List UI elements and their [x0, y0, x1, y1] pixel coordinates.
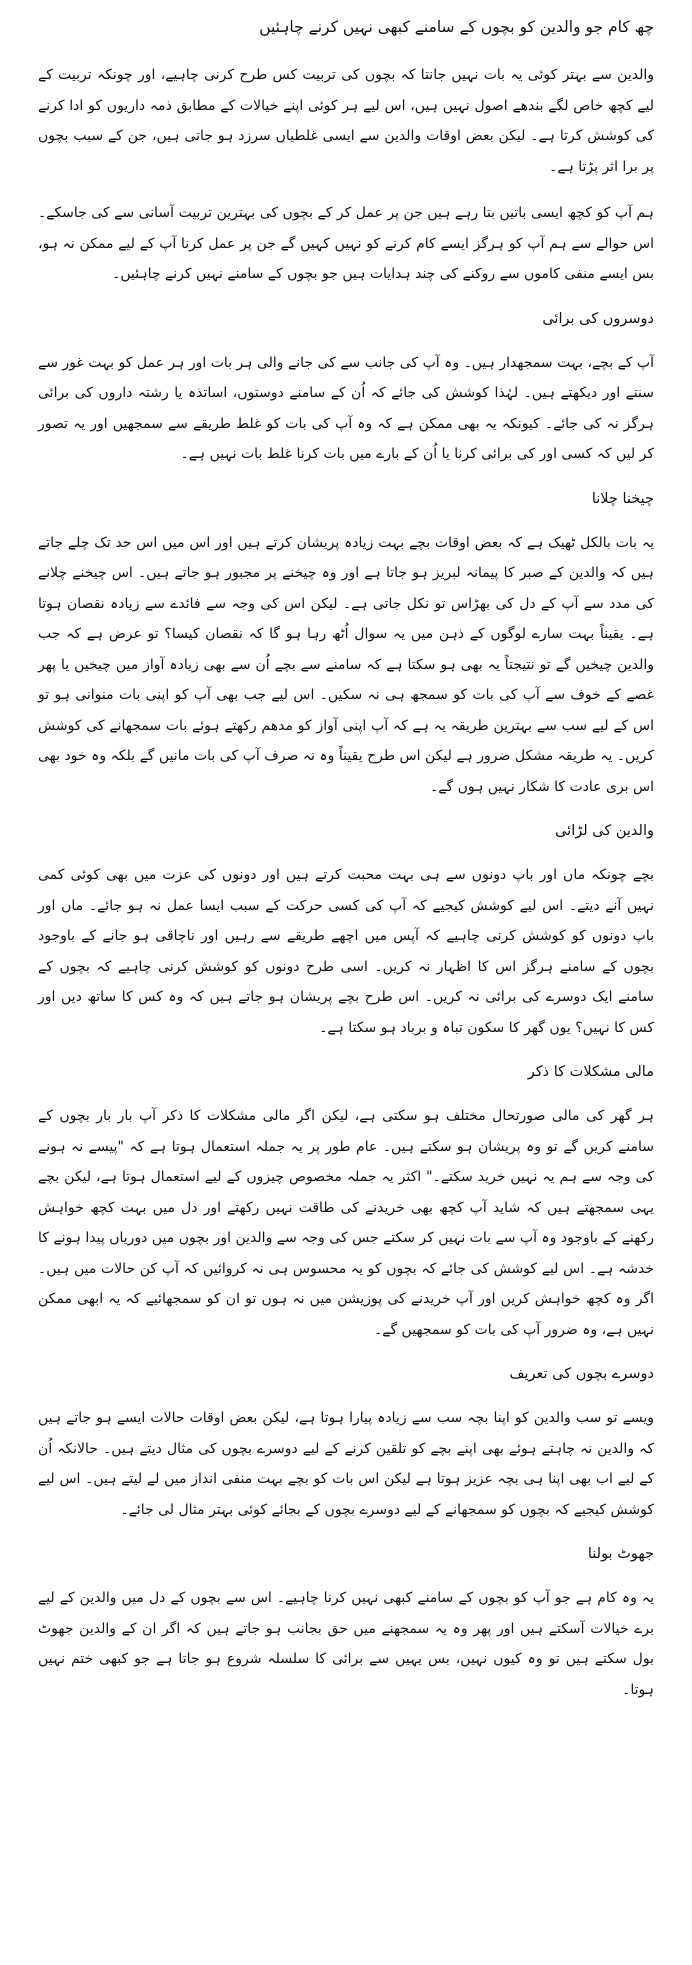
- section-paragraph: بچے چونکہ ماں اور باپ دونوں سے ہی بہت محبت کرتے ہیں اور دونوں کی عزت میں بھی کوئی کمی نہیں آنے دیتے۔ اس لیے کوشش کیجیے کہ آپ کی کسی حرکت کے سبب ایسا عمل نہ ہو جائے۔ ماں اور باپ دونوں کو کوشش کرنی چاہیے کہ آپس میں اچھے طریقے سے رہیں اور ناچاقی ہو جانے کے باوجود بچوں کے سامنے ہرگز اس کا اظہار نہ کریں۔ اسی طرح دونوں کو کوشش کرنی چاہیے کہ بچوں کے سامنے ایک دوسرے کی برائی نہ کریں۔ اس طرح بچے پریشان ہو جاتے ہیں کہ وہ کس کا ساتھ دیں اور کس کا نہیں؟ یوں گھر کا سکون تباہ و برباد ہو سکتا ہے۔: [38, 867, 654, 1036]
- section-heading: مالی مشکلات کا ذکر: [527, 1064, 654, 1080]
- intro-paragraph: والدین سے بہتر کوئی یہ بات نہیں جانتا کہ بچوں کی تربیت کس طرح کرنی چاہیے، اور چونکہ تربیت کے لیے کچھ خاص لگے بندھے اصول نہیں ہیں، اس لیے ہر کوئی اپنے خیالات کے مطابق ذمہ داریوں کو ادا کرنے کی کوشش کرتا ہے۔ لیکن بعض اوقات والدین سے ایسی غلطیاں سرزد ہو جاتی ہیں، جن کے سبب بچوں پر برا اثر پڑتا ہے۔: [38, 67, 654, 175]
- section-paragraph: آپ کے بچے، بہت سمجھدار ہیں۔ وہ آپ کی جانب سے کی جانے والی ہر بات اور ہر عمل کو بہت غور سے سنتے اور دیکھتے ہیں۔ لہٰذا کوشش کی جائے کہ اُن کے سامنے دوستوں، اساتذہ یا رشتہ داروں کی برائی ہرگز نہ کی جائے۔ کیونکہ یہ بھی ممکن ہے کہ وہ آپ کی بات کو غلط طریقے سے سمجھیں اور یہ تصور کر لیں کہ کسی اور کی برائی کرنا یا اُن کے بارے میں بات کرنا غلط بات نہیں ہے۔: [38, 354, 654, 462]
- section-paragraph: یہ وہ کام ہے جو آپ کو بچوں کے سامنے کبھی نہیں کرنا چاہیے۔ اس سے بچوں کے دل میں والدین کے لیے برے خیالات آسکتے ہیں اور پھر وہ یہ سمجھنے میں حق بجانب ہو جاتے ہیں کہ اگر ان کے والدین جھوٹ بول سکتے ہیں تو وہ کیوں نہیں، بس یہیں سے برائی کا سلسلہ شروع ہو جاتا ہے جو کبھی ختم نہیں ہوتا۔: [38, 1590, 654, 1698]
- section-paragraph: ہر گھر کی مالی صورتحال مختلف ہو سکتی ہے، لیکن اگر مالی مشکلات کا ذکر آپ بار بار بچوں کے سامنے کریں گے تو وہ پریشان ہو سکتے ہیں۔ عام طور پر یہ جملہ استعمال ہوتا ہے کہ "پیسے نہ ہونے کی وجہ سے ہم یہ نہیں خرید سکتے۔" اکثر یہ جملہ مخصوص چیزوں کے لیے استعمال ہوتا ہے، لیکن بچے یہی سمجھتے ہیں کہ شاید آپ کچھ بھی خریدنے کی طاقت نہیں رکھتے اور دل میں بہت کچھ خواہش رکھنے کے باوجود وہ آپ سے بات نہیں کر سکتے جس کی وجہ سے والدین اور بچوں میں دوریاں پیدا ہونے کا خدشہ ہے۔ اس لیے کوشش کی جائے کہ بچوں کو یہ محسوس ہی نہ کروائیں کہ آپ کن حالات میں ہیں۔ اگر وہ کچھ خواہش کریں اور آپ خریدنے کی پوزیشن میں نہ ہوں تو ان کو سمجھائیے کہ یہ ابھی ممکن نہیں ہے، وہ ضرور آپ کی بات کو سمجھیں گے۔: [38, 1108, 654, 1338]
- section-heading: چیخنا چلانا: [591, 490, 654, 507]
- article-title: چھ کام جو والدین کو بچوں کے سامنے کبھی نہیں کرنے چاہئیں: [259, 18, 654, 36]
- section-paragraph: ویسے تو سب والدین کو اپنا بچہ سب سے زیادہ پیارا ہوتا ہے، لیکن بعض اوقات حالات ایسے ہو جاتے ہیں کہ والدین نہ چاہتے ہوئے بھی اپنے بچے کو تلقین کرنے کے لیے دوسرے بچوں کی مثال دیتے ہیں۔ حالانکہ اُن کے لیے اب بھی اپنا ہی بچہ عزیز ہوتا ہے لیکن اس بات کو بچے بہت منفی انداز میں لے لیتے ہیں۔ اس لیے کوشش کیجیے کہ بچوں کو سمجھانے کے لیے دوسرے بچوں کے بجائے کوئی بہتر مثال لی جائے۔: [38, 1410, 654, 1518]
- section-heading: جھوٹ بولنا: [587, 1546, 654, 1562]
- section-heading: والدین کی لڑائی: [555, 823, 654, 839]
- section-heading: دوسرے بچوں کی تعریف: [509, 1366, 654, 1382]
- section-heading: دوسروں کی برائی: [542, 310, 654, 327]
- section-paragraph: یہ بات بالکل ٹھیک ہے کہ بعض اوقات بچے بہت زیادہ پریشان کرتے ہیں اور اس میں اس حد تک چلے جاتے ہیں کہ والدین کے صبر کا پیمانہ لبریز ہو جاتا ہے اور وہ چیخنے پر مجبور ہو جاتے ہیں۔ اس چیخنے چلانے کی مدد سے آپ کے دل کی بھڑاس تو نکل جاتی ہے۔ لیکن اس کی وجہ سے فائدے سے زیادہ نقصان ہوتا ہے۔ یقیناً بہت سارے لوگوں کے ذہن میں یہ سوال اُٹھ رہا ہو گا کہ نقصان کیسا؟ تو عرض ہے کہ جب والدین چیخیں گے تو نتیجتاً یہ بھی ہو سکتا ہے کہ سامنے سے بچے اُن سے بھی زیادہ آواز میں چیخیں یا پھر غصے کے خوف سے آپ کی بات کو سمجھ ہی نہ سکیں۔ اس لیے جب بھی آپ کو اپنی بات منوانی ہو تو اس کے لیے سب سے بہترین طریقہ یہ ہے کہ آپ اپنی آواز کو مدھم رکھتے ہوئے بات سمجھانے کی کوشش کریں۔ یہ طریقہ مشکل ضرور ہے لیکن اس طرح یقیناً وہ نہ صرف آپ کی بات مانیں گے بلکہ وہ خود بھی اس بری عادت کا شکار نہیں ہوں گے۔: [38, 534, 654, 795]
- intro-paragraph: ہم آپ کو کچھ ایسی باتیں بتا رہے ہیں جن پر عمل کر کے بچوں کی بہترین تربیت آسانی سے کی جاسکے۔ اس حوالے سے ہم آپ کو ہرگز ایسے کام کرنے کو نہیں کہیں گے جن پر عمل کرنا آپ کے لیے ممکن نہ ہو، بس ایسے منفی کاموں سے روکنے کی چند ہدایات ہیں جو بچوں کے سامنے نہیں کرنے چاہئیں۔: [38, 205, 654, 282]
